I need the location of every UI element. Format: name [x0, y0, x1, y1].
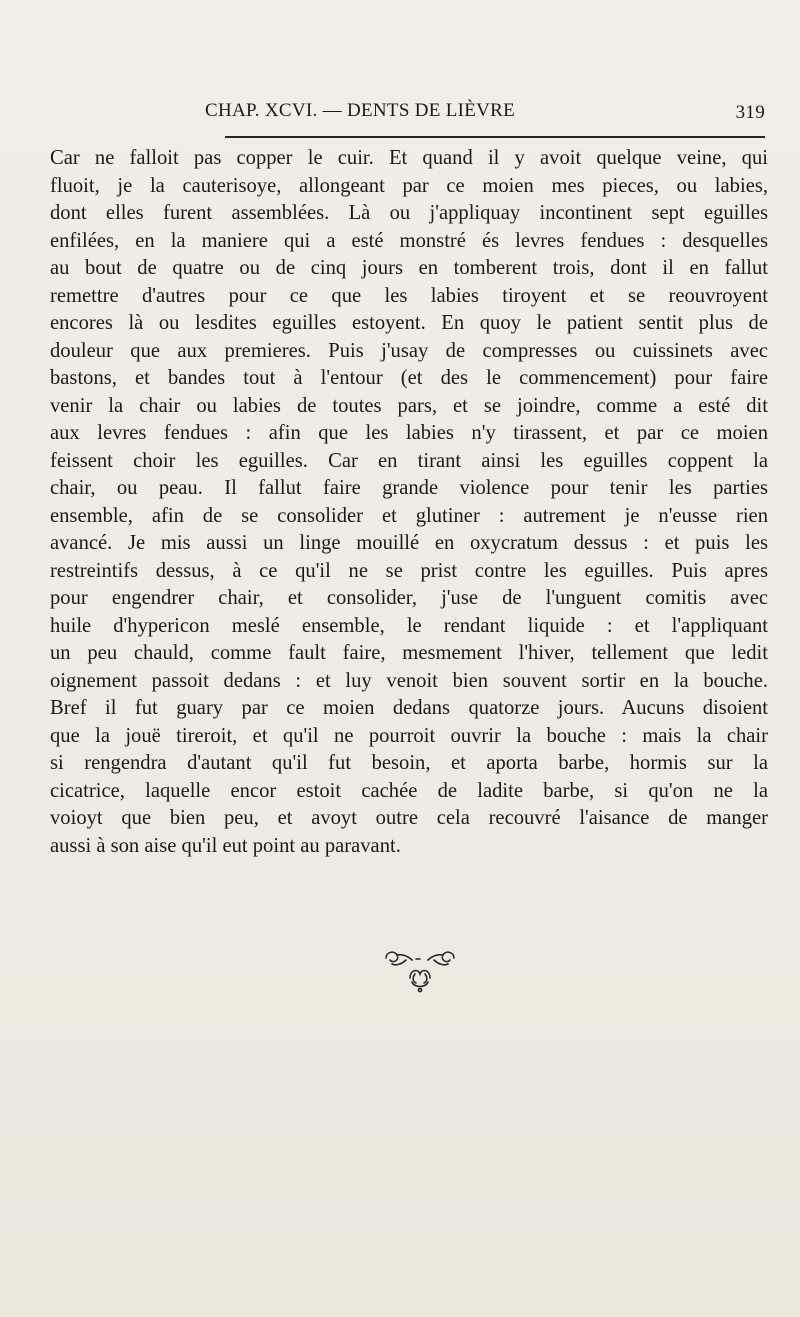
page-number: 319 [735, 102, 765, 123]
text-line: venir la chair ou labies de toutes pars, et se joindre, comme a esté dit [50, 394, 768, 417]
text-line: encores là ou lesdites eguilles estoyent. En quoy le patient sentit plus de [50, 312, 768, 334]
text-line: aux levres fendues : afin que les labies n'y tirassent, et par ce moien [50, 422, 768, 444]
text-line: enfilées, en la maniere qui a esté monstré és levres fendues : desquelles [50, 229, 768, 252]
text-line: dont elles furent assemblées. Là ou j'appliquay incontinent sept eguilles [50, 202, 768, 224]
text-line: au bout de quatre ou de cinq jours en tomberent trois, dont il en fallut [50, 257, 768, 279]
text-line: avancé. Je mis aussi un linge mouillé en oxycratum dessus : et puis les [50, 532, 768, 554]
text-line: restreintifs dessus, à ce qu'il ne se prist contre les eguilles. Puis apres [50, 559, 768, 582]
fleuron-ornament-icon [382, 948, 458, 994]
running-header [205, 100, 765, 128]
text-line: un peu chauld, comme fault faire, mesmement l'hiver, tellement que ledit [50, 642, 768, 664]
text-line: remettre d'autres pour ce que les labies tiroyent et se reouvroyent [50, 284, 768, 307]
text-line: bastons, et bandes tout à l'entour (et des le commencement) pour faire [50, 367, 768, 389]
chapter-title: CHAP. XCVI. — DENTS DE LIÈVRE [205, 100, 516, 121]
text-line: voioyt que bien peu, et avoyt outre cela recouvré l'aisance de manger [50, 807, 768, 829]
text-line: oignement passoit dedans : et luy venoit bien souvent sortir en la bouche. [50, 669, 768, 692]
text-line: que la jouë tireroit, et qu'il ne pourroit ouvrir la bouche : mais la chair [50, 724, 768, 747]
text-line: Car ne falloit pas copper le cuir. Et quand il y avoit quelque veine, qui [50, 147, 768, 169]
text-line: huile d'hypericon meslé ensemble, le rendant liquide : et l'appliquant [50, 614, 768, 637]
body-paragraph [50, 145, 768, 860]
text-line: fluoit, je la cauterisoye, allongeant par ce moien mes pieces, ou labies, [50, 174, 768, 197]
text-line: feissent choir les eguilles. Car en tirant ainsi les eguilles coppent la [50, 449, 768, 472]
text-line: aussi à son aise qu'il eut point au paravant. [50, 834, 401, 857]
text-line: cicatrice, laquelle encor estoit cachée de ladite barbe, si qu'on ne la [50, 779, 768, 802]
header-rule [225, 136, 765, 138]
text-line: pour engendrer chair, et consolider, j'use de l'unguent comitis avec [50, 587, 768, 609]
text-line: chair, ou peau. Il fallut faire grande violence pour tenir les parties [50, 477, 768, 499]
text-line: si rengendra d'autant qu'il fut besoin, et aporta barbe, hormis sur la [50, 752, 768, 774]
text-line: Bref il fut guary par ce moien dedans quatorze jours. Aucuns disoient [50, 697, 768, 719]
text-line: ensemble, afin de se consolider et glutiner : autrement je n'eusse rien [50, 504, 768, 527]
text-line: douleur que aux premieres. Puis j'usay de compresses ou cuissinets avec [50, 339, 768, 362]
